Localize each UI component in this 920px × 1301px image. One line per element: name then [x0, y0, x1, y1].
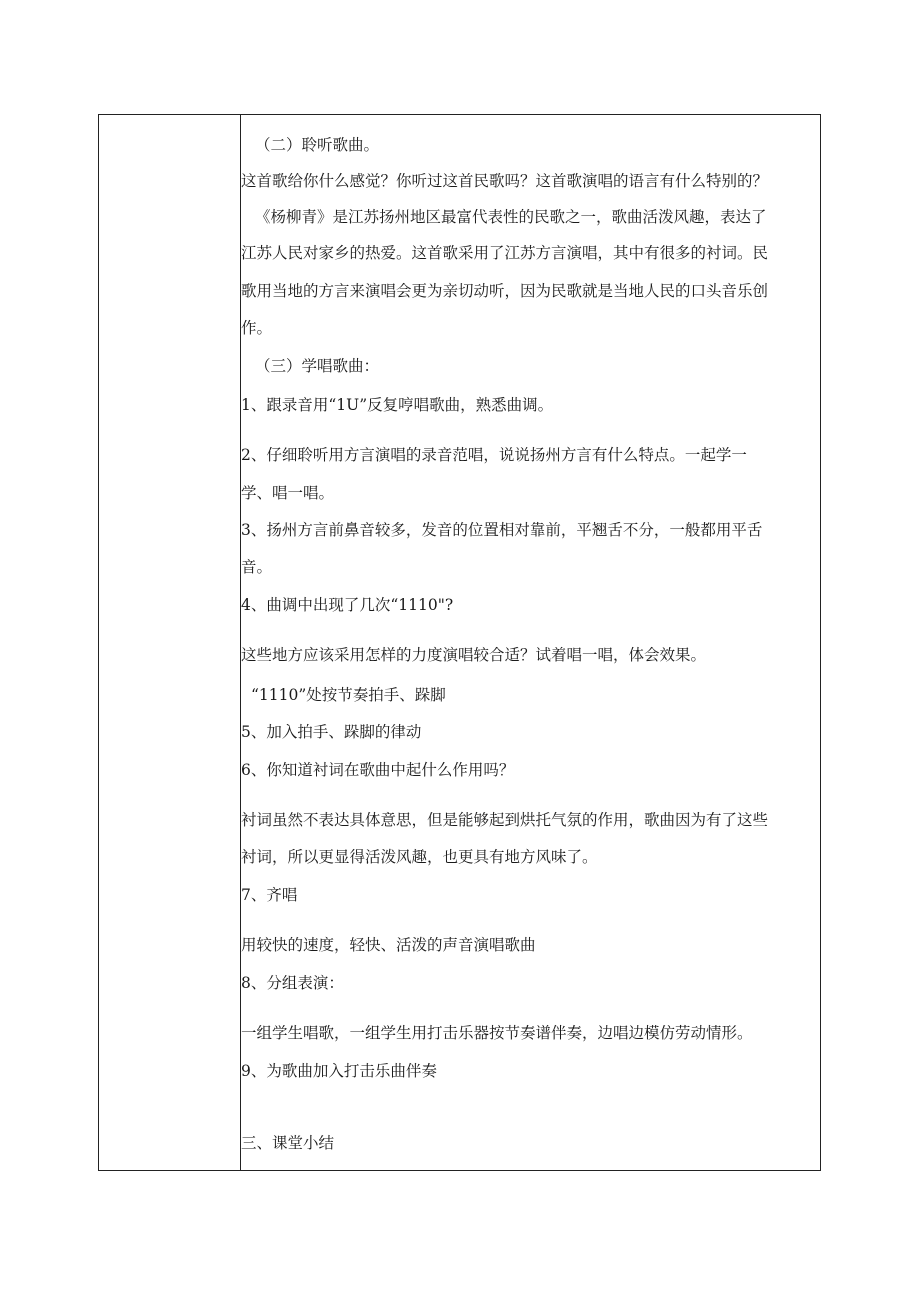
paragraph-line: 作。	[241, 319, 273, 337]
paragraph-line: 《杨柳青》是江苏扬州地区最富代表性的民歌之一，歌曲活泼风趣，表达了	[255, 208, 767, 226]
step-8: 8、分组表演：	[241, 974, 344, 992]
step-4-question: 这些地方应该采用怎样的力度演唱较合适？试着唱一唱，体会效果。	[241, 646, 707, 664]
step-2-cont: 学、唱一唱。	[241, 484, 335, 502]
step-7-detail: 用较快的速度，轻快、活泼的声音演唱歌曲	[241, 936, 536, 954]
question-line: 这首歌给你什么感觉？你听过这首民歌吗？这首歌演唱的语言有什么特别的？	[241, 172, 769, 190]
left-column-cell	[99, 115, 241, 1170]
step-6-answer-cont: 衬词，所以更显得活泼风趣，也更具有地方风味了。	[241, 848, 598, 866]
section-heading-learn: （三）学唱歌曲：	[255, 357, 380, 375]
step-7: 7、齐唱	[241, 886, 298, 904]
step-3: 3、扬州方言前鼻音较多，发音的位置相对靠前，平翘舌不分，一般都用平舌	[241, 521, 763, 539]
step-5: 5、加入拍手、跺脚的律动	[241, 723, 422, 741]
paragraph-line: 歌用当地的方言来演唱会更为亲切动听，因为民歌就是当地人民的口头音乐创	[241, 282, 769, 300]
right-column-cell	[241, 115, 820, 1170]
step-6: 6、你知道衬词在歌曲中起什么作用吗？	[241, 761, 515, 779]
lesson-plan-table	[98, 114, 821, 1171]
step-1: 1、跟录音用“1U”反复哼唱歌曲，熟悉曲调。	[241, 396, 554, 414]
section-heading-summary: 三、课堂小结	[241, 1134, 335, 1152]
step-2: 2、仔细聆听用方言演唱的录音范唱，说说扬州方言有什么特点。一起学一	[241, 446, 747, 464]
step-3-cont: 音。	[241, 558, 273, 576]
step-8-detail: 一组学生唱歌，一组学生用打击乐器按节奏谱伴奏，边唱边模仿劳动情形。	[241, 1024, 753, 1042]
step-4-answer: “1110”处按节奏拍手、跺脚	[251, 686, 446, 704]
paragraph-line: 江苏人民对家乡的热爱。这首歌采用了江苏方言演唱，其中有很多的衬词。民	[241, 244, 769, 262]
section-heading-listen: （二）聆听歌曲。	[255, 136, 380, 154]
step-6-answer: 衬词虽然不表达具体意思，但是能够起到烘托气氛的作用，歌曲因为有了这些	[241, 811, 769, 829]
step-9: 9、为歌曲加入打击乐曲伴奏	[241, 1062, 437, 1080]
step-4: 4、曲调中出现了几次“1110"?	[241, 596, 454, 614]
